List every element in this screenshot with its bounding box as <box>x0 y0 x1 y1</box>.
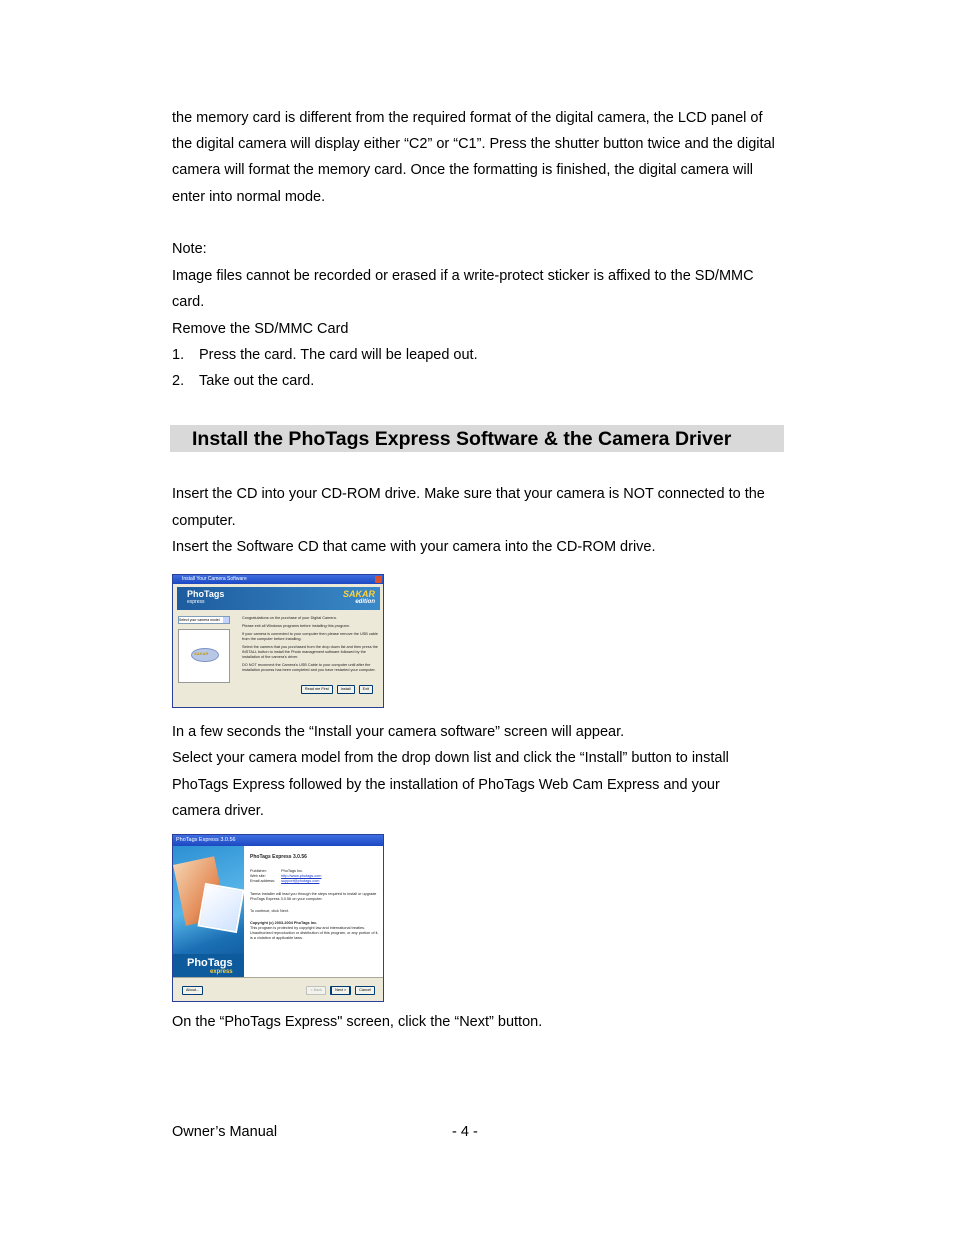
photags-setup-screenshot <box>172 834 384 1002</box>
section-line-2: computer. <box>172 513 236 529</box>
sakar-logo: SAKAR edition <box>342 589 375 605</box>
photo-graphic-2 <box>197 883 244 933</box>
after-shot1-line-3: PhoTags Express followed by the installation of PhoTags Web Cam Express and your <box>172 777 720 793</box>
setup-para-3: This program is protected by copyright law and international treaties. Unauthorized reproduction or distribution of this program, or any portion of it, is a violation of applicable laws. <box>250 926 379 940</box>
about-button: About... <box>182 986 203 995</box>
exit-button: Exit <box>359 685 373 694</box>
install-banner <box>177 587 380 610</box>
close-icon <box>375 576 382 583</box>
step-1-number: 1. <box>172 347 185 363</box>
intro-line-4: enter into normal mode. <box>172 189 326 205</box>
install-instructions: Congratulations on the purchase of your Digital Camera. Please exit all Windows programs before installing this program. If your camera is connected to your computer then please remove the USB cable from the computer before installing. Select the camera that you purchased from the drop down list and then press the INSTALL button to install the Photo management software followed by the installation of the camera's driver. DO NOT reconnect the Camera's USB Cable to your computer until after the installation process has been completed and you have restarted your computer. <box>242 616 378 672</box>
install-window-title: Install Your Camera Software <box>182 576 247 582</box>
note-line-2: card. <box>172 294 205 310</box>
setup-button-bar <box>173 977 383 1001</box>
next-button: Next > <box>330 986 351 995</box>
setup-para-1: Tarma Installer will lead you through the steps required to install or upgrade PhoTags Express 3.0.56 on your computer. <box>250 892 377 901</box>
step-1 <box>172 342 478 369</box>
intro-line-3: camera will format the memory card. Once the formatting is finished, the digital camera will <box>172 162 754 178</box>
section-line-1: Insert the CD into your CD-ROM drive. Make sure that your camera is NOT connected to the <box>172 486 765 502</box>
section-heading: Install the PhoTags Express Software & the Camera Driver <box>170 425 784 452</box>
after-shot1-line-2: Select your camera model from the drop down list and click the “Install” button to install <box>172 750 729 766</box>
install-button: Install <box>337 685 355 694</box>
setup-window-titlebar <box>173 835 383 846</box>
step-2-number: 2. <box>172 373 185 389</box>
step-2 <box>172 368 314 395</box>
intro-line-1: the memory card is different from the required format of the digital camera, the LCD panel of <box>172 110 763 126</box>
back-button: < Back <box>306 986 326 995</box>
note-line-1: Image files cannot be recorded or erased if a write-protect sticker is affixed to the SD/MMC <box>172 268 754 284</box>
setup-para-2: To continue, click Next. <box>250 909 289 913</box>
website-link: http://www.photags.com <box>281 874 322 878</box>
email-link: support@photags.com <box>281 879 320 883</box>
step-2-text: Take out the card. <box>199 373 315 389</box>
photags-side-logo: PhoTags express <box>187 957 233 975</box>
step-1-text: Press the card. The card will be leaped out. <box>199 347 478 363</box>
cancel-button: Cancel <box>355 986 375 995</box>
publisher-info: Publisher: PhoTags Inc. Web site: http://www.photags.com Email address: support@photags.com <box>250 869 327 884</box>
setup-side-banner <box>173 846 244 978</box>
read-me-first-button: Read me First <box>301 685 333 694</box>
photags-logo: PhoTags express <box>187 589 225 605</box>
install-software-screenshot <box>172 574 384 708</box>
after-shot1-line-4: camera driver. <box>172 803 264 819</box>
page-number: - 4 - <box>452 1124 478 1140</box>
copyright: Copyright (c) 2003-2004 PhoTags Inc. <box>250 921 318 925</box>
after-shot1-line-1: In a few seconds the “Install your camera software” screen will appear. <box>172 724 625 740</box>
setup-window-title: PhoTags Express 3.0.56 <box>176 837 236 843</box>
section-line-3: Insert the Software CD that came with your camera into the CD-ROM drive. <box>172 539 656 555</box>
install-window-titlebar <box>173 575 383 584</box>
disc-label: SAKAR <box>194 651 209 656</box>
setup-content <box>250 855 380 941</box>
intro-line-2: the digital camera will display either “C2” or “C1”. Press the shutter button twice and the digital <box>172 136 775 152</box>
camera-preview <box>178 629 230 683</box>
setup-heading: PhoTags Express 3.0.56 <box>250 854 307 860</box>
note-label: Note: <box>172 241 207 257</box>
camera-model-dropdown: Select your camera model <box>178 616 230 624</box>
footer-title: Owner’s Manual <box>172 1124 278 1140</box>
install-buttons <box>297 685 373 703</box>
after-shot2-line: On the “PhoTags Express" screen, click the “Next” button. <box>172 1014 543 1030</box>
remove-card-title: Remove the SD/MMC Card <box>172 321 349 337</box>
chevron-down-icon <box>223 617 229 623</box>
